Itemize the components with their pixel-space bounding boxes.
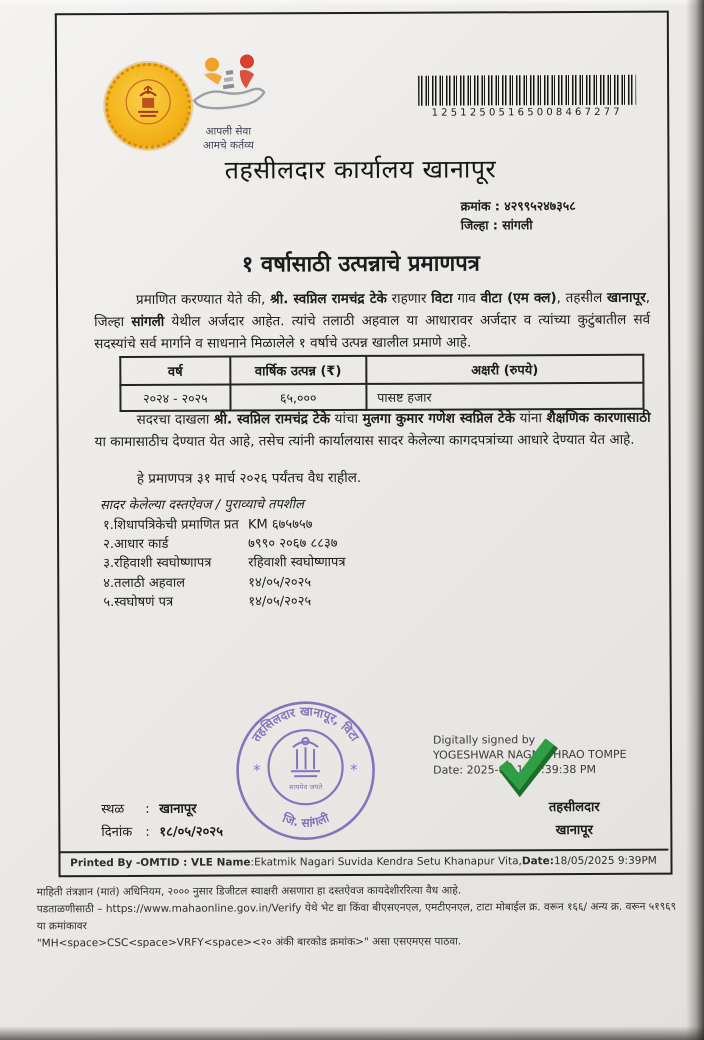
residence: विटा <box>431 290 453 307</box>
logo-caption-line2: आमचे कर्तव्य <box>202 139 254 152</box>
documents-heading: सादर केलेल्या दस्तऐवज / पुराव्याचे तपशील <box>99 497 304 514</box>
print-date-label: Date: <box>521 855 555 868</box>
doc-value: १४/०५/२०२५ <box>248 574 312 591</box>
doc-label: ५.स्वघोषणं पत्र <box>103 594 174 610</box>
list-item <box>103 514 533 535</box>
colon: : <box>145 824 150 840</box>
purpose: शैक्षणिक कारणासाठी <box>546 409 651 427</box>
serial-block <box>461 196 651 235</box>
list-item <box>103 553 533 574</box>
place-value: खानापूर <box>159 801 197 817</box>
place-date-block <box>101 798 223 845</box>
barcode-icon <box>418 75 636 106</box>
doc-value: रहिवाशी स्वघोष्णापत्र <box>248 555 346 571</box>
print-date-value: 18/05/2025 9:39PM <box>553 854 657 868</box>
digital-signature-date: Date: 2025-05-18 9:39:38 PM <box>433 762 597 777</box>
intro-text: येथील अर्जदार आहेत. त्यांचे तलाठी अहवाल या आधारावर अर्जदार व त्यांच्या कुटुंबातील सर्व सदस्यांचे सर्व मार्गाने व साधनाने मिळालेले १ वर्षाचे उत्पन्न खालील प्रमाणे आहे. <box>94 311 651 353</box>
officer-designation-block <box>519 796 629 842</box>
aaple-sarkar-hand-logo-icon <box>190 52 268 122</box>
stamp-star-right: * <box>350 760 358 780</box>
intro-text: राहणार <box>386 290 432 307</box>
doc-value: KM ६७५७५७ <box>247 517 313 533</box>
intro-paragraph <box>94 287 650 355</box>
seal-emblem-icon <box>122 76 174 134</box>
officer-office: खानापूर <box>555 822 594 839</box>
intro-text: प्रमाणित करण्यात येते की, <box>136 291 271 308</box>
issue-text: या कामासाठीच देण्यात येत आहे, तसेच त्यांनी कार्यालयास सादर केलेल्या कागदपत्रांच्या आधारे देण्यात येत आहे. <box>94 431 635 451</box>
doc-label: ४.तलाठी अहवाल <box>103 575 186 591</box>
scan-edge-top <box>0 0 704 6</box>
beneficiary-name: मुलगा कुमार गणेश स्वप्निल टेके <box>362 410 516 427</box>
ashoka-pillar-icon <box>291 738 320 776</box>
serial-number: क्रमांक : ४२९९५२४७३५८ <box>460 198 576 214</box>
stamp-star-left: * <box>253 761 261 780</box>
stamp-motto: सत्यमेव जयते <box>288 783 323 792</box>
list-item <box>103 572 533 593</box>
digital-signature-line1: Digitally signed by <box>432 733 536 747</box>
year-value: २०२४ - २०२५ <box>120 385 230 411</box>
printed-by-label: Printed By -OMTID : VLE Name <box>70 856 251 870</box>
income-table-header-row <box>120 355 643 385</box>
colon: : <box>145 801 150 817</box>
doc-label: २.आधार कार्ड <box>103 537 169 553</box>
doc-value: १४/०५/२०२५ <box>248 593 312 610</box>
scan-edge-right <box>686 0 704 1040</box>
stamp-top-text: तहसिलदार खानापूर, विटा <box>249 704 362 745</box>
income-words-value: पासष्ट हजार <box>366 383 643 410</box>
district-name: सांगली <box>131 313 165 330</box>
vle-name: :Ekatmik Nagari Suvida Kendra Setu Khanapur Vita, <box>250 855 522 869</box>
certificate-title: १ वर्षासाठी उत्पन्नाचे प्रमाणपत्र <box>241 251 480 278</box>
officer-title: तहसीलदार <box>548 799 600 816</box>
issue-text: यांचा <box>330 410 363 428</box>
issue-text: यांना <box>515 410 547 427</box>
office-round-stamp-icon <box>232 697 380 845</box>
intro-text: गाव <box>452 290 481 307</box>
applicant-name: श्री. स्वप्निल रामचंद्र टेके <box>213 411 331 428</box>
intro-text: , जिल्हा <box>94 289 651 331</box>
issue-text: सदरचा दाखला <box>136 411 214 428</box>
disclaimer-line2: पडताळणीसाठी – https://www.mahaonline.gov.in/Verify येथे भेट द्या किंवा बीएसएनएल, एमटीएनएल, टाटा मोबाईल क्र. वरून १६६/ अन्य क्र. वरून ५१९६९ या क्रमांकावर <box>36 900 677 933</box>
logo-caption <box>176 124 280 152</box>
place-row <box>101 798 223 822</box>
print-info-strip <box>58 849 668 874</box>
stamp-bottom-text: जि. सांगली <box>280 810 332 830</box>
logo-caption-line1: आपली सेवा <box>205 125 252 138</box>
disclaimer-line3: "MH<space>CSC<space>VRFY<space><२० अंकी बारकोड क्रमांक>" असा एसएमएस पाठवा. <box>36 935 462 950</box>
applicant-name: श्री. स्वप्निल रामचंद्र टेके <box>270 290 387 308</box>
doc-value: ७९९० २०६७ ८८३७ <box>248 536 338 552</box>
village: वीटा (एम क्ल) <box>480 290 557 307</box>
office-title: तहसीलदार कार्यालय खानापूर <box>224 154 497 185</box>
intro-text: , तहसील <box>556 289 608 307</box>
svg-text:जि. सांगली <box>280 810 332 830</box>
income-words-header: अक्षरी (रुपये) <box>366 355 643 384</box>
documents-list <box>103 514 533 612</box>
disclaimer-line1: माहिती तंत्रज्ञान (मातं) अधिनियम, २००० नुसार डिजीटल स्वाक्षरी असणारा हा दस्तऐवज कायदेशीररित्या वैध आहे. <box>36 884 462 899</box>
annual-income-header: वार्षिक उत्पन्न (₹) <box>230 356 366 385</box>
date-value: १८/०५/२०२५ <box>159 824 223 840</box>
barcode-number: 12512505165008467277 <box>431 106 623 119</box>
list-item <box>103 533 533 554</box>
income-table <box>119 354 644 412</box>
district: जिल्हा : सांगली <box>460 217 533 233</box>
legal-disclaimer <box>37 882 685 953</box>
annual-income-value: ६५,००० <box>230 384 366 411</box>
doc-label: १.शिधापत्रिकेची प्रमाणित प्रत <box>102 517 239 534</box>
place-label: स्थळ <box>101 801 125 818</box>
list-item <box>103 591 533 612</box>
verified-check-icon <box>493 732 559 800</box>
date-row <box>101 821 223 845</box>
issue-paragraph <box>95 407 651 453</box>
doc-label: ३.रहिवाशी स्वघोष्णापत्र <box>103 556 212 572</box>
date-label: दिनांक <box>101 824 133 841</box>
year-header: वर्ष <box>120 357 230 385</box>
tahsil: खानापूर <box>606 289 646 306</box>
digital-signature-name: YOGESHWAR NAGNATHRAO TOMPE <box>432 747 627 762</box>
scan-edge-bottom <box>0 1026 704 1040</box>
validity-line: हे प्रमाणपत्र ३१ मार्च २०२६ पर्यंतच वैध राहील. <box>136 469 362 487</box>
